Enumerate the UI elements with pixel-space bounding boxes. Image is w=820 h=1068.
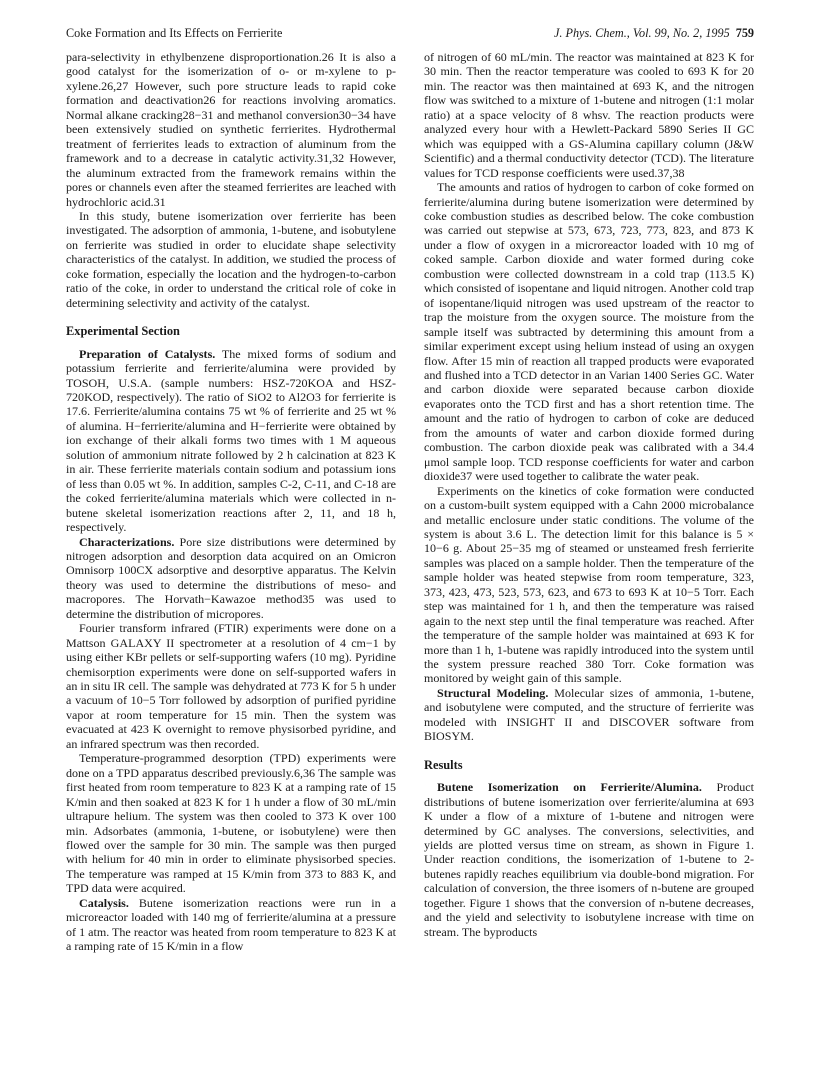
paragraph-structural-modeling-text: Molecular sizes of ammonia, 1-butene, and isobutylene were computed, and the structure of ferrierite was modeled with INSIGHT II and DISCOVER software from BIOSYM.: [424, 685, 754, 744]
intro-paragraph-continued: para-selectivity in ethylbenzene disproportionation.26 It is also a good catalyst for the isomerization of o- or m-xylene to p-xylene.26,27 However, such pore structure leads to rapid coke formation and deactivation26 for reactions involving aromatics. Normal alkane cracking28−31 and methanol conversion30−34 have been extensively studied on synthetic ferrierites. Hydrothermal treatment of ferrierites leads to extraction of aluminum from the framework and to a decrease in catalytic activity.31,32 However, the aluminum extracted from the framework remains within the pores or channels even after the steamed ferrierites are leached with hydrochloric acid.31: [66, 50, 396, 209]
paragraph-catalysis-text: Butene isomerization reactions were run in a microreactor loaded with 140 mg of ferrierite/alumina at a pressure of 1 atm. The reactor was heated from room temperature to 823 K at a ramping rate of 15 K/min in a flow: [66, 895, 396, 954]
left-column: [66, 50, 396, 954]
paragraph-structural-modeling: [424, 686, 754, 744]
intro-paragraph-study: In this study, butene isomerization over ferrierite has been investigated. The adsorption of ammonia, 1-butene, and isobutylene on ferrierite was studied in order to elucidate shape selectivity characteristics of the catalyst. In addition, we studied the process of coke formation, especially the location and the hydrogen-to-carbon ratio of the coke, in order to understand the critical role of coke in determining selectivity and activity of the catalyst.: [66, 208, 396, 310]
page-number: 759: [735, 26, 754, 40]
paragraph-catalysis: [66, 896, 396, 954]
journal-citation: [554, 26, 754, 41]
paragraph-tpd: Temperature-programmed desorption (TPD) experiments were done on a TPD apparatus described previously.6,36 The sample was first heated from room temperature to 823 K at a ramping rate of 15 K/min and then soaked at 823 K for 1 h under a flow of 30 mL/min ultrapure helium. The system was then cooled to 373 K over 100 min. Adsorbates (ammonia, 1-butene, or isobutylene) were then flowed over the sample for 30 min. The sample was then purged with helium for 40 min in order to eliminate physisorbed species. The temperature was ramped at 15 K/min from 373 to 883 K, and TPD data were acquired.: [66, 751, 396, 896]
running-header: [66, 26, 754, 42]
paragraph-butene-isomerization: [424, 780, 754, 939]
paragraph-preparation-text: The mixed forms of sodium and potassium ferrierite and ferrierite/alumina were provided by TOSOH, U.S.A. (sample numbers: HSZ-720KOA and HSZ-720KOD, respectively). The ratio of SiO2 to Al2O3 for ferrierite is 17.6. Ferrierite/alumina contains 75 wt % of ferrierite and 25 wt % of alumina. H−ferrierite/alumina and H−ferrierite were obtained by ion exchange of their alkali forms two times with 1 M aqueous solution of ammonium nitrate followed by 2 h calcination at 823 K in air. These ferrierite materials contain sodium and potassium ions of less than 0.05 wt %. In addition, samples C-2, C-11, and C-18 are the coked ferrierite/alumina materials which were collected in n-butene skeletal isomerization reactions after 2, 11, and 18 h, respectively.: [66, 346, 396, 535]
paragraph-butene-isomerization-text: Product distributions of butene isomerization over ferrierite/alumina at 693 K under a flow of a mixture of 1-butene and nitrogen were determined by GC analyses. The conversions, selectivities, and yields are plotted versus time on stream, as shown in Figure 1. Under reaction conditions, the isomerization of 1-butene to 2-butenes rapidly reaches equilibrium via double-bond migration. For calculation of conversion, the three isomers of n-butene are grouped together. Figure 1 shows that the conversion of n-butene decreases, and the yield and selectivity to isobutylene increase with time on stream. The byproducts: [424, 780, 754, 939]
run-in-head-characterizations: Characterizations.: [79, 534, 175, 549]
run-in-head-structural-modeling: Structural Modeling.: [437, 685, 549, 700]
journal-name: J. Phys. Chem., Vol. 99, No. 2, 1995: [554, 26, 730, 40]
paragraph-characterizations-text: Pore size distributions were determined by nitrogen adsorption and desorption data acquired on an Omicron Omnisorp 100CX adsorptive and desorptive apparatus. The Kelvin theory was used to determine the distributions of meso- and macropores. The Horvath−Kawazoe method35 was used to determine the distribution of micropores.: [66, 534, 396, 621]
right-column: [424, 50, 754, 939]
run-in-head-preparation: Preparation of Catalysts.: [79, 346, 216, 361]
run-in-head-catalysis: Catalysis.: [79, 895, 129, 910]
paragraph-catalysis-continued: of nitrogen of 60 mL/min. The reactor was maintained at 823 K for 30 min. Then the reactor temperature was cooled to 693 K for 20 min. The reactor was then maintained at 693 K, and the nitrogen flow was switched to a mixture of 1-butene and nitrogen (1:1 molar ratio) at a space velocity of 8 whsv. The reaction products were analyzed every hour with a Hewlett-Packard 5890 Series II GC which was equipped with a GS-Alumina capillary column (J&W Scientific) and a thermal conductivity detector (TCD). The literature values for TCD response coefficients were used.37,38: [424, 50, 754, 180]
running-title: Coke Formation and Its Effects on Ferrierite: [66, 26, 283, 40]
paragraph-ftir: Fourier transform infrared (FTIR) experiments were done on a Mattson GALAXY II spectrometer at a resolution of 4 cm−1 by using either KBr pellets or self-supporting wafers (10 mg). Pyridine chemisorption experiments were done on self-supported wafers in an in situ IR cell. The sample was dehydrated at 773 K for 5 h under a vacuum of 10−5 Torr followed by adsorption of purified pyridine vapor at room temperature for 15 min. Then the system was evacuated at 423 K overnight to remove physisorbed pyridine, and an infrared spectrum was then recorded.: [66, 621, 396, 751]
paragraph-coke-combustion: The amounts and ratios of hydrogen to carbon of coke formed on ferrierite/alumina during butene isomerization were determined by coke combustion studies as described below. The coke combustion was carried out stepwise at 573, 673, 723, 773, 823, and 873 K under a flow of oxygen in a microreactor loaded with 10 mg of coked sample. Carbon dioxide and water formed during coke combustion were collected downstream in a cold trap (113.5 K) which consisted of isopentane and liquid nitrogen. Another cold trap of isopentane/liquid nitrogen was used upstream of the reactor to trap the moisture from the oxygen source. The moisture from the sample itself was subtracted by determining this amount from a similar experiment except using helium instead of using an oxygen flow. After 15 min of reaction all trapped products were evaporated and flushed into a TCD detector in an Varian 1400 Series GC. Water and carbon dioxide were separated because carbon dioxide evaporates onto the TCD first and has a short retention time. The amount and the ratio of hydrogen to carbon of coke are deduced from the amounts of water and carbon dioxide formed during combustion. The carbon dioxide peak was calibrated with a 34.4 μmol sample loop. TCD response coefficients for water and carbon dioxide37 were used together to calibrate the water peak.: [424, 180, 754, 484]
run-in-head-butene-isomerization: Butene Isomerization on Ferrierite/Alumina.: [437, 780, 702, 795]
section-heading-experimental: Experimental Section: [66, 324, 180, 339]
section-heading-results: Results: [424, 757, 463, 772]
paragraph-characterizations: [66, 535, 396, 622]
paragraph-coke-kinetics: Experiments on the kinetics of coke formation were conducted on a custom-built system equipped with a Cahn 2000 microbalance and metallic enclosure under static conditions. The volume of the system is about 3.6 L. The detection limit for this balance is 5 × 10−6 g. About 25−35 mg of steamed or unsteamed fresh ferrierite samples was placed on a sample holder. Then the temperature of the sample holder was heated stepwise from room temperature, 323, 373, 423, 473, 523, 573, 623, and 673 to 693 K at 10−5 Torr. Each step was maintained for 1 h, and then the temperature was raised again to the next step until the final temperature was reached. After the temperature of the sample holder was maintained at 693 K for more than 1 h, 1-butene was rapidly introduced into the system until the system pressure reached 380 Torr. Coke formation was monitored by weight gain of this sample.: [424, 483, 754, 686]
paragraph-preparation: [66, 347, 396, 535]
